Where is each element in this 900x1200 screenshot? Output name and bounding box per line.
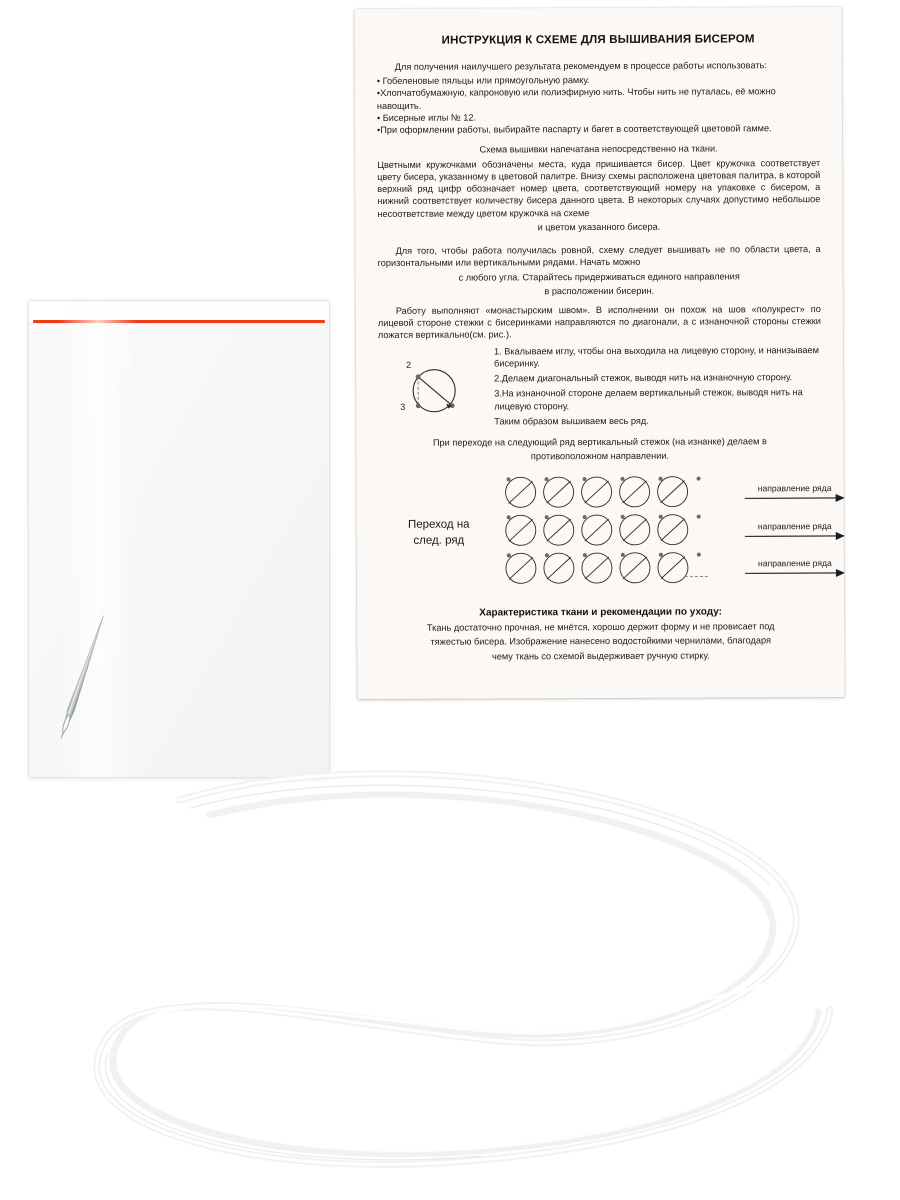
direction-line-3: в расположении бисерин. bbox=[544, 285, 655, 296]
list-item: •Хлопчатобумажную, капроновую или полиэфирную нить. Чтобы нить не путалась, её можно навощить. bbox=[376, 86, 776, 111]
transition-note-2: противоположном направлении. bbox=[530, 450, 670, 462]
scheme-line-1: Схема вышивки напечатана непосредственно на ткани. bbox=[479, 143, 718, 155]
care-line-3: чему ткань со схемой выдерживает ручную стирку. bbox=[491, 650, 710, 662]
scheme-line-3: и цветом указанного бисера. bbox=[537, 221, 661, 233]
row-transition-diagram bbox=[379, 471, 832, 594]
row-arrow-label-1: направление ряда bbox=[757, 483, 832, 494]
list-item: • Бисерные иглы № 12. bbox=[376, 112, 477, 123]
grid-label bbox=[379, 518, 499, 550]
row-arrow-label-2: направление ряда bbox=[757, 520, 832, 531]
stitch-figure-svg bbox=[378, 345, 490, 431]
arrow-right-icon bbox=[745, 493, 845, 503]
stitch-label-2: 2 bbox=[406, 359, 412, 370]
sewing-needle bbox=[36, 608, 128, 748]
instruction-sheet bbox=[354, 7, 844, 699]
bead-grid-figure bbox=[499, 472, 740, 594]
bag-zip-seal bbox=[33, 320, 325, 323]
white-thread bbox=[60, 760, 860, 1190]
scheme-line-2: Цветными кружочками обозначены места, куда пришивается бисер. Цвет кружочка соответствует цвету бисера, указанному в цветовой палитре. Внизу схемы расположена цветовая палитра, в которой верхний ряд цифр обозначает номер цвета, соответствующий номеру на упаковке с бисером, а нижний соответствует количеству бисера данного цвета. В некоторых случаях допустимо небольшое несоответствие между цветом кружочка на схеме bbox=[377, 157, 821, 219]
stitch-step-1: 1. Вкалываем иглу, чтобы она выходила на лицевую сторону, и нанизываем бисеринку. bbox=[493, 344, 819, 369]
row-arrow-2 bbox=[745, 521, 845, 541]
care-line-2: тяжестью бисера. Изображение нанесено водостойкими чернилами, благодаря bbox=[430, 635, 771, 648]
stitch-step-2: 2.Делаем диагональный стежок, выводя нить на изнаночную сторону. bbox=[494, 372, 793, 384]
stitch-diagram-row bbox=[378, 344, 821, 432]
row-arrow-label-3: направление ряда bbox=[758, 557, 832, 569]
monastery-stitch-diagram bbox=[378, 345, 490, 431]
arrow-right-icon bbox=[745, 568, 845, 578]
intro-paragraph: Для получения наилучшего результата рекомендуем в процессе работы использовать: bbox=[394, 60, 767, 72]
list-item: • Гобеленовые пяльцы или прямоугольную рамку. bbox=[376, 75, 590, 87]
row-arrow-1 bbox=[745, 483, 845, 503]
stitch-intro: Работу выполняют «монастырским швом». В исполнении он похож на шов «полукрест» по лицевой стороне стежки с бисеринками направляются по диагонали, а с изнаночной стороны стежки ложатся вертикально(см. рис.). bbox=[377, 304, 821, 341]
grid-label-line-2: след. ряд bbox=[413, 534, 465, 547]
page-title: ИНСТРУКЦИЯ К СХЕМЕ ДЛЯ ВЫШИВАНИЯ БИСЕРОМ bbox=[441, 33, 755, 47]
arrow-right-icon bbox=[745, 531, 845, 541]
grid-label-line-1: Переход на bbox=[407, 518, 470, 531]
row-arrow-3 bbox=[745, 558, 845, 578]
care-line-1: Ткань достаточно прочная, не мнётся, хорошо держит форму и не провисает под bbox=[426, 621, 775, 633]
stitch-label-3: 3 bbox=[400, 401, 406, 412]
direction-line-1: Для того, чтобы работа получилась ровной, схему следует вышивать не по области цвета, а горизонтальными или вертикальными рядами. Начать можно bbox=[377, 244, 821, 269]
stitch-step-summary: Таким образом вышиваем весь ряд. bbox=[494, 415, 649, 427]
stitch-steps bbox=[490, 344, 821, 431]
care-section-title: Характеристика ткани и рекомендации по уходу: bbox=[479, 606, 723, 619]
list-item: •При оформлении работы, выбирайте паспарту и багет в соответствующей цветовой гамме. bbox=[377, 123, 772, 136]
stitch-step-3: 3.На изнаночной стороне делаем вертикальный стежок, выводя нить на лицевую сторону. bbox=[494, 387, 803, 412]
direction-line-2: с любого угла. Старайтесь придерживаться единого направления bbox=[458, 270, 740, 283]
bead-grid-svg bbox=[499, 472, 740, 589]
row-direction-arrows bbox=[739, 476, 845, 588]
transition-note-1: При переходе на следующий ряд вертикальный стежок (на изнанке) делаем в bbox=[432, 435, 767, 448]
materials-list bbox=[377, 73, 820, 136]
